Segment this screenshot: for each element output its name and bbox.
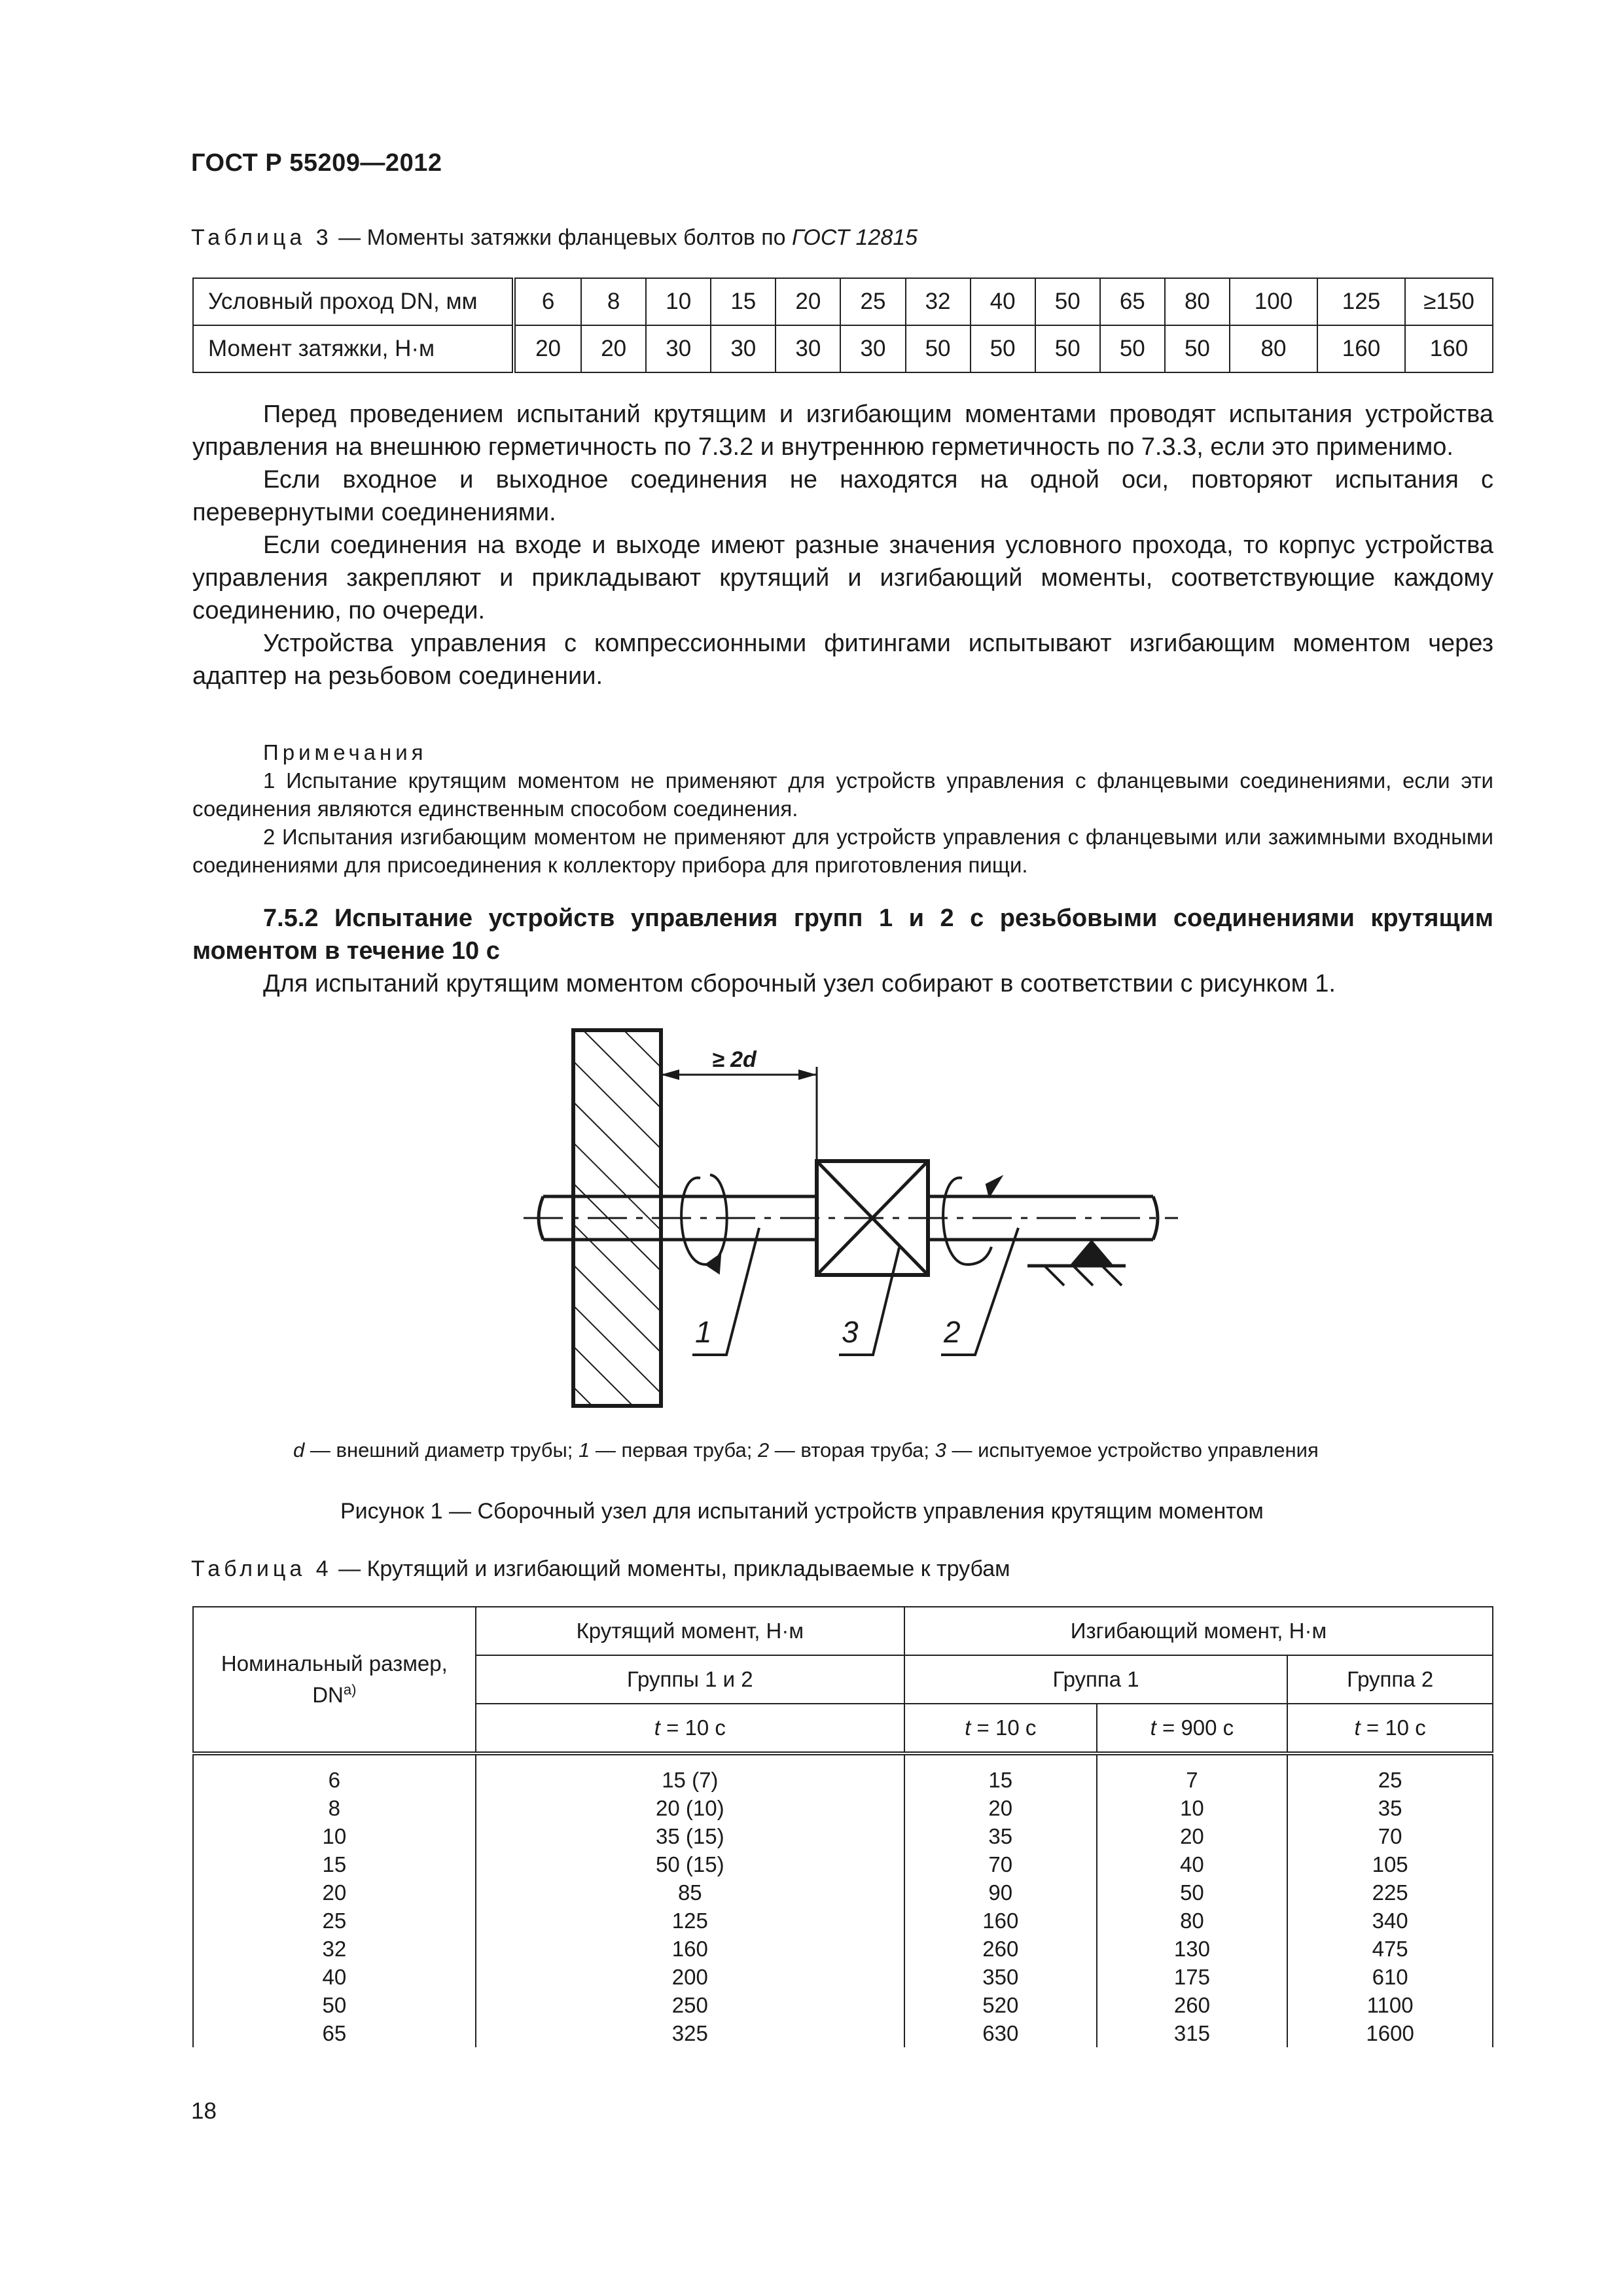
head-nominal-footnote: а) — [343, 1681, 357, 1698]
table3-cell: 80 — [1165, 278, 1230, 325]
table4-cell: 50 — [322, 1993, 347, 2017]
figure-caption: Рисунок 1 — Сборочный узел для испытаний устройств управления крутящим моментом — [340, 1499, 1264, 1524]
table4-cell: 20 (10) — [656, 1796, 724, 1820]
table3-cell: 20 — [776, 278, 840, 325]
table3-cell: 160 — [1405, 325, 1493, 372]
torque-arrow-right — [943, 1178, 1000, 1265]
table4-cell: 20 — [1180, 1824, 1204, 1848]
table4-head-bending: Изгибающий момент, Н·м — [904, 1607, 1493, 1655]
table4-cell: 70 — [1378, 1824, 1402, 1848]
table4-header-row — [193, 1607, 1493, 1655]
dimension-label-var: d — [743, 1047, 757, 1072]
table4-head-torque: Крутящий момент, Н·м — [476, 1607, 904, 1655]
figure-label-1: 1 — [695, 1315, 712, 1349]
section-text: Для испытаний крутящим моментом сборочный узел собирают в соответствии с рисунком 1. — [263, 970, 1336, 997]
table4-cell: 475 — [1372, 1937, 1408, 1961]
torque-arrow-left — [681, 1175, 727, 1272]
table4-cell: 32 — [322, 1937, 347, 1961]
notes-title: Примечания — [263, 740, 427, 764]
table4-cell: 20 — [988, 1796, 1013, 1820]
legend-part: — вторая труба; — [769, 1439, 935, 1462]
table4-cell: 200 — [671, 1965, 708, 1989]
table3-cell: 10 — [646, 278, 711, 325]
table4-caption-prefix: Таблица 4 — [191, 1556, 332, 1581]
table4-cell: 50 — [1180, 1880, 1204, 1905]
table4-cell: 250 — [671, 1993, 708, 2017]
dimension-2d — [661, 1067, 817, 1161]
table3-caption-text: — Моменты затяжки фланцевых болтов по — [332, 225, 793, 250]
table3-cell: 80 — [1230, 325, 1317, 372]
table4-cell: 40 — [322, 1965, 347, 1989]
table3-cell: 50 — [1035, 278, 1100, 325]
pipe-support — [1027, 1240, 1126, 1285]
legend-part: — испытуемое устройство управления — [946, 1439, 1319, 1462]
table4-cell: 130 — [1173, 1937, 1210, 1961]
table3-cell: 50 — [971, 325, 1035, 372]
figure-label-2: 2 — [944, 1315, 961, 1349]
table4-cell: 20 — [322, 1880, 347, 1905]
table3-cell: 30 — [646, 325, 711, 372]
table4-col-torque — [476, 1753, 904, 2047]
table3-cell: 125 — [1317, 278, 1405, 325]
table3-row1-label: Условный проход DN, мм — [193, 278, 514, 325]
head-nominal-dn: DN — [312, 1683, 344, 1707]
head-nominal-text: Номинальный размер, — [221, 1651, 448, 1676]
document-header: ГОСТ Р 55209—2012 — [191, 149, 442, 177]
table3-cell: 32 — [906, 278, 971, 325]
table3-cell: 65 — [1100, 278, 1165, 325]
table3-cell: 50 — [1100, 325, 1165, 372]
table4-cell: 160 — [982, 1909, 1019, 1933]
table4-head-time — [1287, 1704, 1493, 1753]
table4-cell: 70 — [988, 1852, 1013, 1876]
legend-part: 3 — [935, 1439, 946, 1462]
table3-cell: ≥150 — [1405, 278, 1493, 325]
table4-col-group1-10s — [904, 1753, 1097, 2047]
table4-head-time — [476, 1704, 904, 1753]
note-item: 2 Испытания изгибающим моментом не применяют для устройств управления с фланцевыми или зажимными входными соединениями для присоединения к коллектору прибора для приготовления пищи. — [192, 825, 1493, 877]
table4-head-group2: Группа 2 — [1287, 1655, 1493, 1704]
table4-col-group2-10s — [1287, 1753, 1493, 2047]
paragraph: Перед проведением испытаний крутящим и изгибающим моментами проводят испытания устройства управления на внешнюю герметичность по 7.3.2 и внутреннюю герметичность по 7.3.3, если это применимо. — [192, 401, 1493, 461]
table4-cell: 520 — [982, 1993, 1019, 2017]
table4-cell: 15 (7) — [662, 1768, 719, 1792]
table4-cell: 25 — [1378, 1768, 1402, 1792]
legend-part: — первая труба; — [590, 1439, 758, 1462]
paragraph: Устройства управления с компрессионными фитингами испытывают изгибающим моментом через адаптер на резьбовом соединении. — [192, 630, 1493, 690]
table4-cell: 40 — [1180, 1852, 1204, 1876]
table3-cell: 6 — [514, 278, 581, 325]
table4-cell: 1600 — [1366, 2021, 1414, 2045]
table3-cell: 100 — [1230, 278, 1317, 325]
figure-legend — [293, 1439, 1319, 1462]
table4-cell: 15 — [322, 1852, 347, 1876]
dimension-label-prefix: ≥ 2 — [712, 1047, 743, 1072]
table4-cell: 175 — [1173, 1965, 1210, 1989]
table4-cell: 35 — [988, 1824, 1013, 1848]
time-var: t — [965, 1715, 971, 1740]
table3-cell: 30 — [840, 325, 905, 372]
table4-cell: 80 — [1180, 1909, 1204, 1933]
table3-cell: 15 — [711, 278, 776, 325]
table4-head-time — [1097, 1704, 1288, 1753]
table4 — [192, 1606, 1493, 2047]
time-var: t — [1150, 1715, 1156, 1740]
table4-cell: 350 — [982, 1965, 1019, 1989]
table3-cell: 50 — [906, 325, 971, 372]
table4-cell: 160 — [671, 1937, 708, 1961]
dimension-label — [712, 1047, 757, 1073]
table4-col-dn — [193, 1753, 476, 2047]
table3-cell: 20 — [581, 325, 646, 372]
table3-cell: 20 — [514, 325, 581, 372]
time-var: t — [1354, 1715, 1361, 1740]
table4-cell: 260 — [982, 1937, 1019, 1961]
table4-cell: 8 — [328, 1796, 341, 1820]
table3-cell: 40 — [971, 278, 1035, 325]
table4-cell: 7 — [1186, 1768, 1198, 1792]
table4-head-group1: Группа 1 — [904, 1655, 1287, 1704]
table4-cell: 15 — [988, 1768, 1013, 1792]
table4-cell: 315 — [1173, 2021, 1210, 2045]
table4-cell: 25 — [322, 1909, 347, 1933]
table4-cell: 340 — [1372, 1909, 1408, 1933]
paragraph: Если входное и выходное соединения не находятся на одной оси, повторяют испытания с перевернутыми соединениями. — [192, 466, 1493, 526]
table3-row2-label: Момент затяжки, Н·м — [193, 325, 514, 372]
table4-cell: 85 — [677, 1880, 702, 1905]
table4-cell: 260 — [1173, 1993, 1210, 2017]
table4-cell: 35 (15) — [656, 1824, 724, 1848]
table4-col-group1-900s — [1097, 1753, 1288, 2047]
table4-cell: 225 — [1372, 1880, 1408, 1905]
time-value: = 10 с — [660, 1715, 726, 1740]
table3-cell: 160 — [1317, 325, 1405, 372]
table3-cell: 30 — [776, 325, 840, 372]
table4-caption-text: — Крутящий и изгибающий моменты, прикладываемые к трубам — [332, 1556, 1010, 1581]
table4-cell: 10 — [1180, 1796, 1204, 1820]
legend-part: 2 — [757, 1439, 770, 1462]
table4-cell: 6 — [328, 1768, 341, 1792]
table4-head-nominal — [193, 1607, 476, 1753]
table4-body — [193, 1753, 1493, 2047]
table4-cell: 35 — [1378, 1796, 1402, 1820]
legend-part: 1 — [578, 1439, 590, 1462]
note-item: 1 Испытание крутящим моментом не применяют для устройств управления с фланцевыми соединениями, если эти соединения являются единственным способом соединения. — [192, 768, 1493, 821]
legend-part: d — [293, 1439, 305, 1462]
table4-cell: 10 — [322, 1824, 347, 1848]
section-heading: 7.5.2 Испытание устройств управления групп 1 и 2 с резьбовыми соединениями крутящим моментом в течение 10 с — [192, 905, 1493, 965]
table4-cell: 125 — [671, 1909, 708, 1933]
time-value: = 10 с — [971, 1715, 1037, 1740]
table4-cell: 1100 — [1366, 1993, 1414, 2017]
table4-cell: 630 — [982, 2021, 1019, 2045]
time-var: t — [654, 1715, 660, 1740]
table4-head-time — [904, 1704, 1097, 1753]
table4-cell: 90 — [988, 1880, 1013, 1905]
table3-cell: 25 — [840, 278, 905, 325]
page-number: 18 — [191, 2098, 217, 2124]
table3-cell: 50 — [1165, 325, 1230, 372]
table3-caption-ref: ГОСТ 12815 — [792, 225, 918, 250]
table3-caption-prefix: Таблица 3 — [191, 225, 332, 250]
table4-head-groups12: Группы 1 и 2 — [476, 1655, 904, 1704]
table4-cell: 105 — [1372, 1852, 1408, 1876]
time-value: = 900 с — [1156, 1715, 1234, 1740]
legend-part: — внешний диаметр трубы; — [304, 1439, 579, 1462]
table4-cell: 65 — [322, 2021, 347, 2045]
table3-cell: 30 — [711, 325, 776, 372]
table4-cell: 325 — [671, 2021, 708, 2045]
table4-caption — [191, 1556, 1010, 1582]
table4-cell: 610 — [1372, 1965, 1408, 1989]
table3-cell: 8 — [581, 278, 646, 325]
figure-label-3: 3 — [842, 1315, 859, 1349]
table4-cell: 50 (15) — [656, 1852, 724, 1876]
paragraph: Если соединения на входе и выходе имеют разные значения условного прохода, то корпус устройства управления закрепляют и прикладывают крутящий и изгибающий моменты, соответствующие каждому соединению, по очереди. — [192, 531, 1493, 624]
time-value: = 10 с — [1360, 1715, 1426, 1740]
table3-cell: 50 — [1035, 325, 1100, 372]
